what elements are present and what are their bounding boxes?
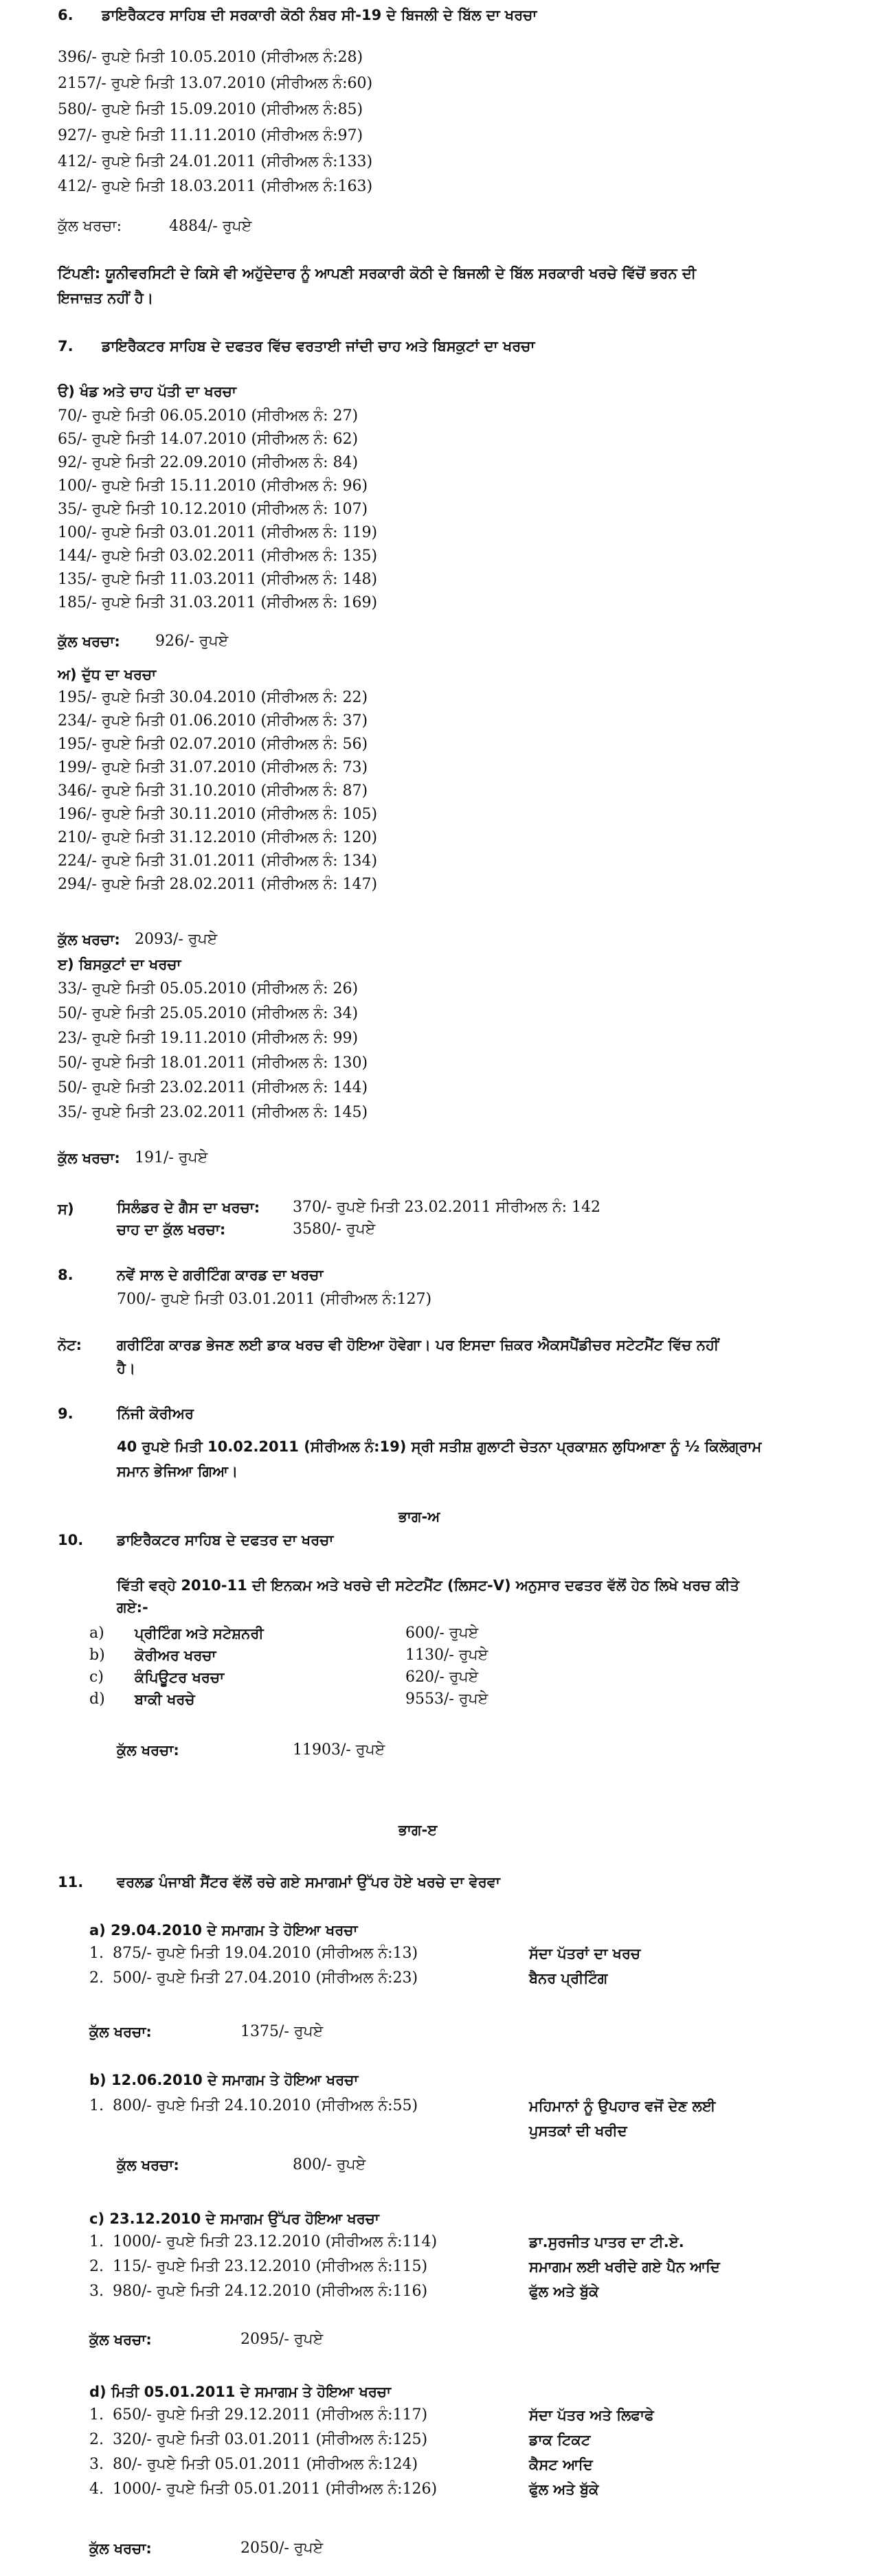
section-9-heading: ਨਿੱਜੀ ਕੋਰੀਅਰ <box>117 1405 194 1422</box>
total-value: 2050/- ਰੁਪਏ <box>240 2540 324 2557</box>
total-label: ਕੁੱਲ ਖਰਚਾ: <box>117 2157 179 2173</box>
courier-line: ਸਮਾਨ ਭੇਜਿਆ ਗਿਆ। <box>117 1463 238 1480</box>
list-item: 346/- ਰੁਪਏ ਮਿਤੀ 31.10.2010 (ਸੀਰੀਅਲ ਨੰ: 87) <box>58 782 368 800</box>
list-item: 927/- ਰੁਪਏ ਮਿਤੀ 11.11.2010 (ਸੀਰੀਅਲ ਨੰ:97) <box>58 127 363 144</box>
row-description: ਫੁੱਲ ਅਤੇ ਬੁੱਕੇ <box>529 2283 599 2300</box>
courier-line: 40 ਰੁਪਏ ਮਿਤੀ 10.02.2011 (ਸੀਰੀਅਲ ਨੰ:19) ਸ੍ਰੀ ਸਤੀਸ਼ ਗੁਲਾਟੀ ਚੇਤਨਾ ਪ੍ਰਕਾਸ਼ਨ ਲੁਧਿਆਣਾ ਨੂੰ ½ ਕਿਲੋਗ੍ਰਾਮ <box>117 1438 762 1455</box>
item-label: ਬਾਕੀ ਖਰਚੇ <box>135 1691 195 1708</box>
item-value: 1130/- ਰੁਪਏ <box>405 1647 488 1664</box>
note-line: ਟਿੱਪਣੀ: ਯੂਨੀਵਰਸਿਟੀ ਦੇ ਕਿਸੇ ਵੀ ਅਹੁੱਦੇਦਾਰ ਨੂੰ ਆਪਣੀ ਸਰਕਾਰੀ ਕੋਠੀ ਦੇ ਬਿਜਲੀ ਦੇ ਬਿੱਲ ਸਰਕਾਰੀ ਖਰਚੇ ਵਿੱਚੋਂ ਭਰਨ ਦੀ <box>58 265 697 282</box>
list-item: 50/- ਰੁਪਏ ਮਿਤੀ 23.02.2011 (ਸੀਰੀਅਲ ਨੰ: 144) <box>58 1079 368 1096</box>
row-description: ਪੁਸਤਕਾਂ ਦੀ ਖਰੀਦ <box>529 2123 627 2139</box>
list-item: 700/- ਰੁਪਏ ਮਿਤੀ 03.01.2011 (ਸੀਰੀਅਲ ਨੰ:127) <box>117 1291 432 1308</box>
row-number: 4. <box>89 2481 104 2498</box>
row-text: 80/- ਰੁਪਏ ਮਿਤੀ 05.01.2011 (ਸੀਰੀਅਲ ਨੰ:124) <box>113 2456 418 2473</box>
list-item: 234/- ਰੁਪਏ ਮਿਤੀ 01.06.2010 (ਸੀਰੀਅਲ ਨੰ: 37) <box>58 712 368 730</box>
total-label: ਕੁੱਲ ਖਰਚਾ: <box>89 2024 152 2040</box>
row-description: ਸੱਦਾ ਪੱਤਰਾਂ ਦਾ ਖਰਚ <box>529 1945 641 1962</box>
total-label: ਕੁੱਲ ਖਰਚਾ: <box>58 633 120 650</box>
total-value: 1375/- ਰੁਪਏ <box>240 2023 324 2040</box>
row-text: 800/- ਰੁਪਏ ਮਿਤੀ 24.10.2010 (ਸੀਰੀਅਲ ਨੰ:55) <box>113 2097 418 2114</box>
list-item: 100/- ਰੁਪਏ ਮਿਤੀ 15.11.2010 (ਸੀਰੀਅਲ ਨੰ: 96) <box>58 477 368 495</box>
row-number: 1. <box>89 1945 104 1962</box>
gas-cylinder-label: ਸਿਲੰਡਰ ਦੇ ਗੈਸ ਦਾ ਖਰਚਾ: <box>117 1199 260 1216</box>
total-value: 926/- ਰੁਪਏ <box>155 633 229 650</box>
section-11-heading: ਵਰਲਡ ਪੰਜਾਬੀ ਸੈਂਟਰ ਵੱਲੋਂ ਰਚੇ ਗਏ ਸਮਾਗਮਾਂ ਉੱਪਰ ਹੋਏ ਖਰਚੇ ਦਾ ਵੇਰਵਾ <box>117 1874 500 1890</box>
list-item: 195/- ਰੁਪਏ ਮਿਤੀ 30.04.2010 (ਸੀਰੀਅਲ ਨੰ: 22) <box>58 689 368 706</box>
section-8-heading: ਨਵੇਂ ਸਾਲ ਦੇ ਗਰੀਟਿੰਗ ਕਾਰਡ ਦਾ ਖਰਚਾ <box>117 1267 324 1283</box>
list-item: 23/- ਰੁਪਏ ਮਿਤੀ 19.11.2010 (ਸੀਰੀਅਲ ਨੰ: 99) <box>58 1030 359 1047</box>
row-number: 2. <box>89 2431 104 2448</box>
list-item: 185/- ਰੁਪਏ ਮਿਤੀ 31.03.2011 (ਸੀਰੀਅਲ ਨੰ: 169) <box>58 594 378 611</box>
row-description: ਕੈਸਟ ਆਦਿ <box>529 2456 593 2473</box>
section-6-heading: ਡਾਇਰੈਕਟਰ ਸਾਹਿਬ ਦੀ ਸਰਕਾਰੀ ਕੋਠੀ ਨੰਬਰ ਸੀ-19 ਦੇ ਬਿਜਲੀ ਦੇ ਬਿੱਲ ਦਾ ਖਰਚਾ <box>102 7 537 23</box>
section-7-number: 7. <box>58 338 74 354</box>
total-value: 191/- ਰੁਪਏ <box>135 1149 208 1166</box>
list-item: 35/- ਰੁਪਏ ਮਿਤੀ 10.12.2010 (ਸੀਰੀਅਲ ਨੰ: 107) <box>58 501 368 518</box>
item-value: 9553/- ਰੁਪਏ <box>405 1691 488 1708</box>
section-11-number: 11. <box>58 1874 84 1890</box>
list-item: 196/- ਰੁਪਏ ਮਿਤੀ 30.11.2010 (ਸੀਰੀਅਲ ਨੰ: 105) <box>58 806 378 823</box>
row-description: ਸੱਦਾ ਪੱਤਰ ਅਤੇ ਲਿਫਾਫੇ <box>529 2407 654 2424</box>
row-text: 650/- ਰੁਪਏ ਮਿਤੀ 29.12.2011 (ਸੀਰੀਅਲ ਨੰ:117) <box>113 2406 428 2424</box>
list-item: 210/- ਰੁਪਏ ਮਿਤੀ 31.12.2010 (ਸੀਰੀਅਲ ਨੰ: 120) <box>58 829 378 846</box>
note-line: ਹੈ। <box>117 1360 136 1377</box>
list-item: 199/- ਰੁਪਏ ਮਿਤੀ 31.07.2010 (ਸੀਰੀਅਲ ਨੰ: 73) <box>58 759 368 776</box>
row-description: ਫੁੱਲ ਅਤੇ ਬੁੱਕੇ <box>529 2481 599 2498</box>
list-item: 144/- ਰੁਪਏ ਮਿਤੀ 03.02.2011 (ਸੀਰੀਅਲ ਨੰ: 135) <box>58 547 378 565</box>
row-text: 980/- ਰੁਪਏ ਮਿਤੀ 24.12.2010 (ਸੀਰੀਅਲ ਨੰ:116) <box>113 2283 428 2300</box>
row-text: 500/- ਰੁਪਏ ਮਿਤੀ 27.04.2010 (ਸੀਰੀਅਲ ਨੰ:23) <box>113 1969 418 1987</box>
row-text: 320/- ਰੁਪਏ ਮਿਤੀ 03.01.2011 (ਸੀਰੀਅਲ ਨੰ:125) <box>113 2431 428 2448</box>
list-item: 224/- ਰੁਪਏ ਮਿਤੀ 31.01.2011 (ਸੀਰੀਅਲ ਨੰ: 134) <box>58 852 378 870</box>
row-description: ਮਹਿਮਾਨਾਂ ਨੂੰ ਉਪਹਾਰ ਵਜੋਂ ਦੇਣ ਲਈ <box>529 2098 716 2114</box>
total-value: 4884/- ਰੁਪਏ <box>169 218 252 235</box>
row-description: ਬੈਨਰ ਪ੍ਰੀਟਿੰਗ <box>529 1970 608 1987</box>
intro-line: ਗਏ:- <box>117 1599 148 1616</box>
row-description: ਡਾ.ਸੁਰਜੀਤ ਪਾਤਰ ਦਾ ਟੀ.ਏ. <box>529 2234 684 2250</box>
item-value: 600/- ਰੁਪਏ <box>405 1625 479 1642</box>
total-label: ਕੁੱਲ ਖਰਚਾ: <box>58 1150 120 1166</box>
list-item: 100/- ਰੁਪਏ ਮਿਤੀ 03.01.2011 (ਸੀਰੀਅਲ ਨੰ: 119) <box>58 524 378 541</box>
row-number: 1. <box>89 2097 104 2114</box>
list-item: 412/- ਰੁਪਏ ਮਿਤੀ 24.01.2011 (ਸੀਰੀਅਲ ਨੰ:133) <box>58 153 373 170</box>
row-text: 875/- ਰੁਪਏ ਮਿਤੀ 19.04.2010 (ਸੀਰੀਅਲ ਨੰ:13) <box>113 1945 418 1962</box>
intro-line: ਵਿੱਤੀ ਵਰ੍ਹੇ 2010-11 ਦੀ ਇਨਕਮ ਅਤੇ ਖਰਚੇ ਦੀ ਸਟੇਟਮੈਂਟ (ਲਿਸਟ-V) ਅਨੁਸਾਰ ਦਫਤਰ ਵੱਲੋਂ ਹੇਠ ਲਿਖੇ ਖਰਚ ਕੀਤੇ <box>117 1577 739 1594</box>
subsection-heading: b) 12.06.2010 ਦੇ ਸਮਾਗਮ ਤੇ ਹੋਇਆ ਖਰਚਾ <box>89 2072 359 2088</box>
section-10-number: 10. <box>58 1532 84 1548</box>
item-label: ਕੋਰੀਅਰ ਖਰਚਾ <box>135 1647 216 1664</box>
row-description: ਸਮਾਗਮ ਲਈ ਖਰੀਦੇ ਗਏ ਪੈਨ ਆਦਿ <box>529 2259 720 2275</box>
row-number: 1. <box>89 2406 104 2424</box>
subsection-heading: ੳ) ਖੰਡ ਅਤੇ ਚਾਹ ਪੱਤੀ ਦਾ ਖਰਚਾ <box>58 383 236 400</box>
total-value: 2095/- ਰੁਪਏ <box>240 2331 324 2348</box>
section-8-number: 8. <box>58 1267 74 1283</box>
subsection-heading: a) 29.04.2010 ਦੇ ਸਮਾਗਮ ਤੇ ਹੋਇਆ ਖਰਚਾ <box>89 1922 358 1939</box>
total-value: 11903/- ਰੁਪਏ <box>293 1741 385 1759</box>
item-label: ਪ੍ਰੀਟਿੰਗ ਅਤੇ ਸਟੇਸ਼ਨਰੀ <box>135 1625 264 1642</box>
section-10-heading: ਡਾਇਰੈਕਟਰ ਸਾਹਿਬ ਦੇ ਦਫਤਰ ਦਾ ਖਰਚਾ <box>117 1532 334 1548</box>
subsection-letter: ਸ) <box>58 1201 74 1217</box>
list-item: 65/- ਰੁਪਏ ਮਿਤੀ 14.07.2010 (ਸੀਰੀਅਲ ਨੰ: 62) <box>58 431 359 448</box>
list-item: 35/- ਰੁਪਏ ਮਿਤੀ 23.02.2011 (ਸੀਰੀਅਲ ਨੰ: 145) <box>58 1104 368 1121</box>
item-value: 620/- ਰੁਪਏ <box>405 1669 479 1686</box>
section-7-heading: ਡਾਇਰੈਕਟਰ ਸਾਹਿਬ ਦੇ ਦਫਤਰ ਵਿੱਚ ਵਰਤਾਈ ਜਾਂਦੀ ਚਾਹ ਅਤੇ ਬਿਸਕੁਟਾਂ ਦਾ ਖਰਚਾ <box>102 338 535 354</box>
list-item: 580/- ਰੁਪਏ ਮਿਤੀ 15.09.2010 (ਸੀਰੀਅਲ ਨੰ:85) <box>58 101 363 118</box>
row-text: 115/- ਰੁਪਏ ਮਿਤੀ 23.12.2010 (ਸੀਰੀਅਲ ਨੰ:115) <box>113 2258 428 2275</box>
tea-total-label: ਚਾਹ ਦਾ ਕੁੱਲ ਖਰਚਾ: <box>117 1221 226 1238</box>
tea-total-value: 3580/- ਰੁਪਏ <box>293 1221 376 1238</box>
total-label: ਕੁੱਲ ਖਰਚਾ: <box>58 218 122 235</box>
note-label: ਨੋਟ: <box>58 1337 82 1353</box>
item-letter: d) <box>89 1691 105 1708</box>
row-text: 1000/- ਰੁਪਏ ਮਿਤੀ 23.12.2010 (ਸੀਰੀਅਲ ਨੰ:114) <box>113 2233 438 2250</box>
row-number: 1. <box>89 2233 104 2250</box>
section-6-number: 6. <box>58 7 74 23</box>
subsection-heading: ੲ) ਬਿਸਕੁਟਾਂ ਦਾ ਖਰਚਾ <box>58 956 181 973</box>
subsection-heading: c) 23.12.2010 ਦੇ ਸਮਾਗਮ ਉੱਪਰ ਹੋਇਆ ਖਰਚਾ <box>89 2211 379 2227</box>
list-item: 50/- ਰੁਪਏ ਮਿਤੀ 25.05.2010 (ਸੀਰੀਅਲ ਨੰ: 34) <box>58 1005 359 1022</box>
item-letter: a) <box>89 1625 104 1642</box>
part-heading: ਭਾਗ-ੲ <box>398 1822 438 1838</box>
list-item: 195/- ਰੁਪਏ ਮਿਤੀ 02.07.2010 (ਸੀਰੀਅਲ ਨੰ: 56) <box>58 736 368 753</box>
row-description: ਡਾਕ ਟਿਕਟ <box>529 2432 591 2448</box>
total-label: ਕੁੱਲ ਖਰਚਾ: <box>89 2540 152 2557</box>
list-item: 50/- ਰੁਪਏ ਮਿਤੀ 18.01.2011 (ਸੀਰੀਅਲ ਨੰ: 130) <box>58 1054 368 1072</box>
item-label: ਕੰਪਿਊਟਰ ਖਰਚਾ <box>135 1669 225 1686</box>
item-letter: b) <box>89 1647 105 1664</box>
list-item: 396/- ਰੁਪਏ ਮਿਤੀ 10.05.2010 (ਸੀਰੀਅਲ ਨੰ:28) <box>58 49 363 66</box>
row-number: 2. <box>89 1969 104 1987</box>
total-label: ਕੁੱਲ ਖਰਚਾ: <box>89 2331 152 2348</box>
part-heading: ਭਾਗ-ਅ <box>398 1509 440 1525</box>
item-letter: c) <box>89 1669 104 1686</box>
list-item: 33/- ਰੁਪਏ ਮਿਤੀ 05.05.2010 (ਸੀਰੀਅਲ ਨੰ: 26) <box>58 980 359 997</box>
list-item: 92/- ਰੁਪਏ ਮਿਤੀ 22.09.2010 (ਸੀਰੀਅਲ ਨੰ: 84) <box>58 454 359 471</box>
row-text: 1000/- ਰੁਪਏ ਮਿਤੀ 05.01.2011 (ਸੀਰੀਅਲ ਨੰ:126) <box>113 2481 438 2498</box>
row-number: 2. <box>89 2258 104 2275</box>
total-label: ਕੁੱਲ ਖਰਚਾ: <box>117 1742 179 1759</box>
section-9-number: 9. <box>58 1405 74 1422</box>
list-item: 2157/- ਰੁਪਏ ਮਿਤੀ 13.07.2010 (ਸੀਰੀਅਲ ਨੰ:60) <box>58 75 373 92</box>
row-number: 3. <box>89 2283 104 2300</box>
note-line: ਗਰੀਟਿੰਗ ਕਾਰਡ ਭੇਜਣ ਲਈ ਡਾਕ ਖਰਚ ਵੀ ਹੋਇਆ ਹੋਵੇਗਾ। ਪਰ ਇਸਦਾ ਜ਼ਿਕਰ ਐਕਸਪੈਂਡੀਚਰ ਸਟੇਟਮੈਂਟ ਵਿੱਚ ਨਹੀਂ <box>117 1337 719 1353</box>
total-label: ਕੁੱਲ ਖਰਚਾ: <box>58 931 120 948</box>
list-item: 135/- ਰੁਪਏ ਮਿਤੀ 11.03.2011 (ਸੀਰੀਅਲ ਨੰ: 148) <box>58 571 378 588</box>
list-item: 412/- ਰੁਪਏ ਮਿਤੀ 18.03.2011 (ਸੀਰੀਅਲ ਨੰ:163) <box>58 178 373 195</box>
note-line: ਇਜਾਜ਼ਤ ਨਹੀਂ ਹੈ। <box>58 290 154 306</box>
list-item: 70/- ਰੁਪਏ ਮਿਤੀ 06.05.2010 (ਸੀਰੀਅਲ ਨੰ: 27) <box>58 407 359 425</box>
list-item: 294/- ਰੁਪਏ ਮਿਤੀ 28.02.2011 (ਸੀਰੀਅਲ ਨੰ: 147) <box>58 876 378 893</box>
total-value: 800/- ਰੁਪਏ <box>293 2156 366 2173</box>
gas-cylinder-value: 370/- ਰੁਪਏ ਮਿਤੀ 23.02.2011 ਸੀਰੀਅਲ ਨੰ: 142 <box>293 1199 600 1216</box>
row-number: 3. <box>89 2456 104 2473</box>
subsection-heading: ਅ) ਦੁੱਧ ਦਾ ਖਰਚਾ <box>58 666 157 683</box>
subsection-heading: d) ਮਿਤੀ 05.01.2011 ਦੇ ਸਮਾਗਮ ਤੇ ਹੋਇਆ ਖਰਚਾ <box>89 2384 392 2400</box>
total-value: 2093/- ਰੁਪਏ <box>135 931 218 948</box>
